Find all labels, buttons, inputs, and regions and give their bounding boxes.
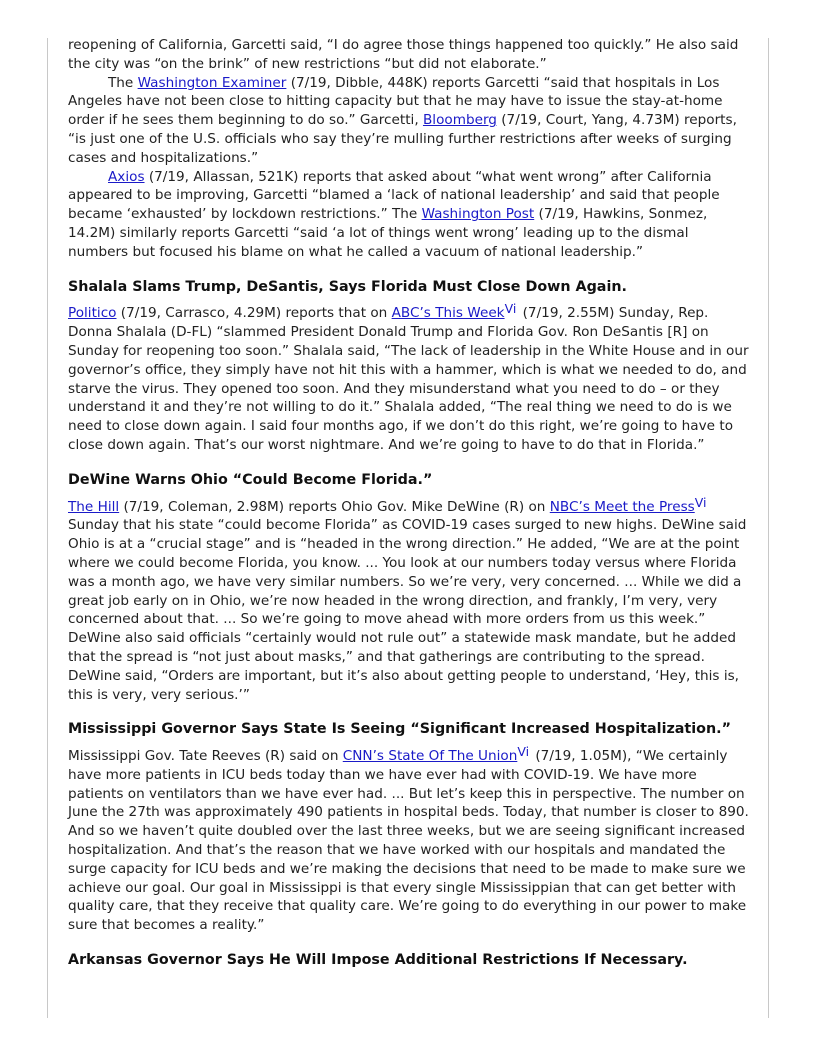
abc-this-week-link[interactable]: ABC’s This Week [391, 305, 505, 322]
washington-post-link[interactable]: Washington Post [421, 206, 535, 223]
paragraph-dewine: The Hill (7/19, Coleman, 2.98M) reports Ohio Gov. Mike DeWine (R) on NBC’s Meet the Press$^{Vi}$ Sunday that his state “could become Florida” as COVID-19 cases surged to new highs. DeWine said Ohio is at a “crucial stage” and is “headed in the wrong direction.” He added, “We are at the point where we could become Florida, you know. ... You look at our numbers today versus where Florida was a month ago, we have very similar numbers. So we’re very, very concerned. ... While we did a great job early on in Ohio, we’re now headed in the wrong direction, and frankly, I’m very, very concerned about that. ... So we’re going to move ahead with more orders from us this week.” DeWine also said officials “certainly would not rule out” a statewide mask mandate, but he added that the spread is “not just about masks,” and that gatherings are contributing to the spread. DeWine said, “Orders are important, but it’s also about getting people to understand, ‘Hey, this is, this is very, very serious.’” [68, 494, 747, 703]
right-margin-rule [768, 38, 769, 1018]
heading-mississippi: Mississippi Governor Says State Is Seeing “Significant Increased Hospitalization.” [68, 721, 731, 738]
cnn-state-of-the-union-link[interactable]: CNN’s State Of The Union [342, 748, 518, 765]
heading-dewine: DeWine Warns Ohio “Could Become Florida.” [68, 471, 433, 488]
video-icon[interactable]: Vi [504, 301, 517, 317]
nbc-meet-the-press-link[interactable]: NBC’s Meet the Press [549, 498, 695, 515]
left-margin-rule [47, 38, 48, 1018]
washington-examiner-link[interactable]: Washington Examiner [137, 74, 287, 91]
paragraph-shalala: Politico (7/19, Carrasco, 4.29M) reports that on ABC’s This Week$^{Vi}$ (7/19, 2.55M) Sunday, Rep. Donna Shalala (D-FL) “slammed President Donald Trump and Florida Gov. Ron DeSantis [R] on Sunday for reopening too soon.” Shalala said, “The lack of leadership in the White House and in our governor’s office, they simply have not hit this with a hammer, which is what we needed to do, and starve the virus. They opened too soon. And they misunderstand what you need to do – or they understand it and they’re not willing to do it.” Shalala added, “The real thing we need to do is we need to close down again. I said four months ago, if we don’t do this right, we’re going to have to close down again. That’s our worst nightmare. And we’re going to have to do that in Florida.” [68, 301, 749, 453]
video-icon[interactable]: Vi [517, 744, 530, 760]
politico-link[interactable]: Politico [68, 305, 117, 322]
paragraph-garcetti-reopening: reopening of California, Garcetti said, “I do agree those things happened too quickly.” He also said the city was “on the brink” of new restrictions “but did not elaborate.” [68, 37, 739, 72]
article-body [68, 36, 750, 978]
heading-arkansas: Arkansas Governor Says He Will Impose Additional Restrictions If Necessary. [68, 952, 688, 969]
the-hill-link[interactable]: The Hill [68, 498, 120, 515]
heading-shalala: Shalala Slams Trump, DeSantis, Says Florida Must Close Down Again. [68, 278, 627, 295]
paragraph-mississippi: Mississippi Gov. Tate Reeves (R) said on CNN’s State Of The Union$^{Vi}$ (7/19, 1.05M), “We certainly have more patients in ICU beds today than we have ever had with COVID-19. We have more patients on ventilators than we have ever had. ... But let’s keep this in perspective. The number on June the 27th was approximately 490 patients in hospital beds. Today, that number is closer to 890. And so we haven’t quite doubled over the last three weeks, but we are seeing significant increased hospitalization. And that’s the reason that we have worked with our hospitals and mandated the surge capacity for ICU beds and we’re making the decisions that need to be made to make sure we achieve our goal. Our goal in Mississippi is that every single Mississippian that can get better with quality care, that they receive that quality care. We’re going to do everything in our power to make sure that becomes a reality.” [68, 744, 749, 934]
paragraph-axios: Axios (7/19, Allassan, 521K) reports that asked about “what went wrong” after California appeared to be improving, Garcetti “blamed a ‘lack of national leadership’ and said that people became ‘exhausted’ by lockdown restrictions.” The Washington Post (7/19, Hawkins, Sonmez, 14.2M) similarly reports Garcetti “said ‘a lot of things went wrong’ leading up to the dismal numbers but focused his blame on what he called a vacuum of national leadership.” [68, 168, 720, 260]
axios-link[interactable]: Axios [108, 168, 145, 185]
video-icon[interactable]: Vi [694, 494, 707, 510]
paragraph-washington-examiner: The Washington Examiner (7/19, Dibble, 448K) reports Garcetti “said that hospitals in Los Angeles have not been close to hitting capacity but that he may have to issue the stay-at-home order if he sees them beginning to do so.” Garcetti, Bloomberg (7/19, Court, Yang, 4.73M) reports, “is just one of the U.S. officials who say they’re mulling further restrictions after weeks of surging cases and hospitalizations.” [68, 74, 737, 166]
bloomberg-link[interactable]: Bloomberg [422, 112, 497, 129]
